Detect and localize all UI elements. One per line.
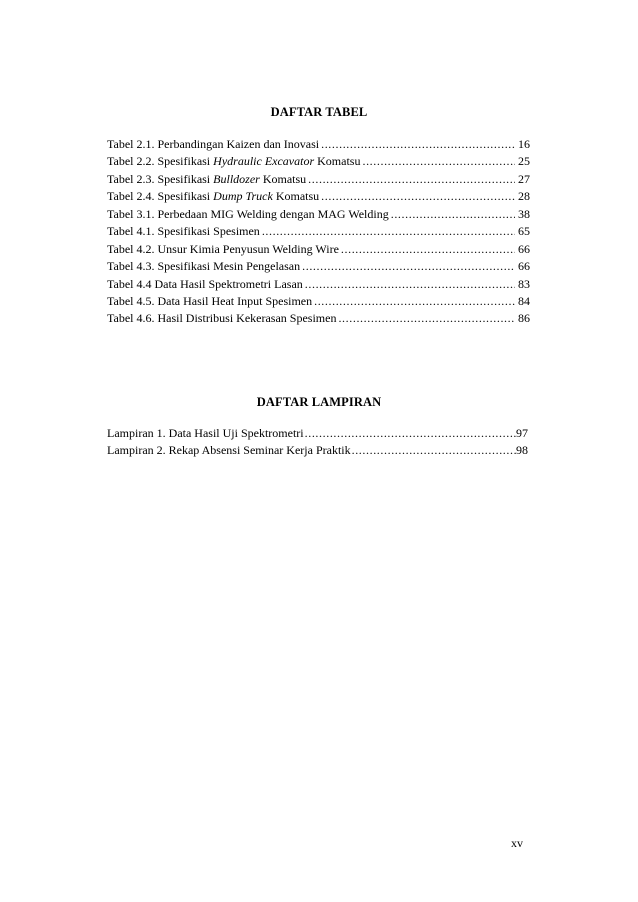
toc-entry — [107, 310, 530, 327]
toc-entry-label — [107, 310, 336, 327]
toc-entry-page: 25 — [518, 154, 530, 169]
toc-entry — [107, 276, 530, 293]
toc-entry-text: Tabel 4.1. Spesifikasi Spesimen — [107, 224, 260, 239]
toc-entry-text: Lampiran 1. Data Hasil Uji Spektrometri — [107, 426, 304, 440]
toc-entry-text: Tabel 4.5. Data Hasil Heat Input Spesimen — [107, 293, 313, 308]
toc-entry-label — [107, 171, 306, 188]
toc-entry-label — [107, 188, 319, 205]
dot-leader — [362, 153, 515, 170]
toc-entry — [107, 425, 528, 442]
toc-entry-label — [107, 223, 260, 240]
toc-entry-italic-text: Bulldozer — [213, 171, 260, 186]
appendix-list — [107, 425, 528, 460]
toc-entry — [107, 223, 530, 240]
toc-entry-text: Tabel 4.4 Data Hasil Spektrometri Lasan — [107, 276, 303, 291]
toc-entry-label — [107, 293, 312, 310]
toc-entry — [107, 206, 530, 223]
dot-leader — [321, 188, 515, 205]
toc-entry-page: 66 — [518, 241, 530, 256]
toc-entry-page: 65 — [518, 224, 530, 239]
toc-entry-page: 38 — [518, 206, 530, 221]
dot-leader — [314, 293, 515, 310]
toc-entry-page: 86 — [518, 311, 530, 326]
toc-entry-page: 84 — [518, 293, 530, 308]
toc-entry — [107, 136, 530, 153]
toc-entry-text-suffix: Komatsu — [272, 189, 320, 204]
toc-entry-page: 83 — [518, 276, 530, 291]
tables-section-title: DAFTAR TABEL — [270, 105, 368, 119]
toc-entry-text: Tabel 4.6. Hasil Distribusi Kekerasan Spesimen — [107, 311, 337, 326]
toc-entry-page: 66 — [518, 259, 530, 274]
toc-entry — [107, 153, 530, 170]
toc-entry-page: 27 — [518, 171, 530, 186]
dot-leader — [305, 276, 515, 293]
dot-leader — [391, 206, 515, 223]
toc-entry-text: Tabel 4.3. Spesifikasi Mesin Pengelasan — [107, 259, 301, 274]
dot-leader — [352, 442, 516, 459]
toc-entry-text: Tabel 2.3. Spesifikasi — [107, 171, 214, 186]
toc-entry-label — [107, 136, 319, 153]
dot-leader — [341, 241, 515, 258]
toc-entry-text-suffix: Komatsu — [314, 154, 361, 169]
toc-entry — [107, 258, 530, 275]
toc-entry-text: Tabel 2.4. Spesifikasi — [107, 189, 214, 204]
toc-entry — [107, 241, 530, 258]
toc-entry-label — [107, 442, 351, 459]
dot-leader — [338, 310, 515, 327]
toc-entry-text: Tabel 2.1. Perbandingan Kaizen dan Inovasi — [107, 137, 320, 151]
appendix-section-title: DAFTAR LAMPIRAN — [256, 395, 382, 409]
toc-entry-page: 16 — [518, 137, 530, 151]
toc-entry-label — [107, 276, 303, 293]
toc-entry-label — [107, 258, 300, 275]
dot-leader — [305, 425, 516, 442]
page-number: xv — [511, 836, 523, 850]
dot-leader — [262, 223, 515, 240]
toc-entry-text: Tabel 2.2. Spesifikasi — [107, 154, 214, 169]
toc-entry-page: 28 — [518, 189, 530, 204]
toc-entry-label — [107, 153, 360, 170]
toc-entry-text: Lampiran 2. Rekap Absensi Seminar Kerja Praktik — [107, 443, 351, 458]
toc-entry-italic-text: Dump Truck — [213, 189, 273, 204]
dot-leader — [321, 136, 515, 153]
toc-entry-label — [107, 206, 389, 223]
table-list — [107, 136, 530, 328]
toc-entry — [107, 171, 530, 188]
toc-entry-page: 98 — [516, 443, 528, 458]
dot-leader — [308, 171, 515, 188]
dot-leader — [302, 258, 515, 275]
toc-entry — [107, 442, 528, 459]
toc-entry-label — [107, 241, 339, 258]
toc-entry-italic-text: Hydraulic Excavator — [213, 154, 315, 169]
toc-entry — [107, 293, 530, 310]
toc-entry-text: Tabel 4.2. Unsur Kimia Penyusun Welding Wire — [107, 241, 339, 256]
toc-entry-text-suffix: Komatsu — [259, 171, 307, 186]
toc-entry-text: Tabel 3.1. Perbedaan MIG Welding dengan MAG Welding — [107, 206, 389, 221]
toc-entry-label — [107, 425, 304, 442]
toc-entry — [107, 188, 530, 205]
toc-entry-page: 97 — [516, 426, 528, 440]
